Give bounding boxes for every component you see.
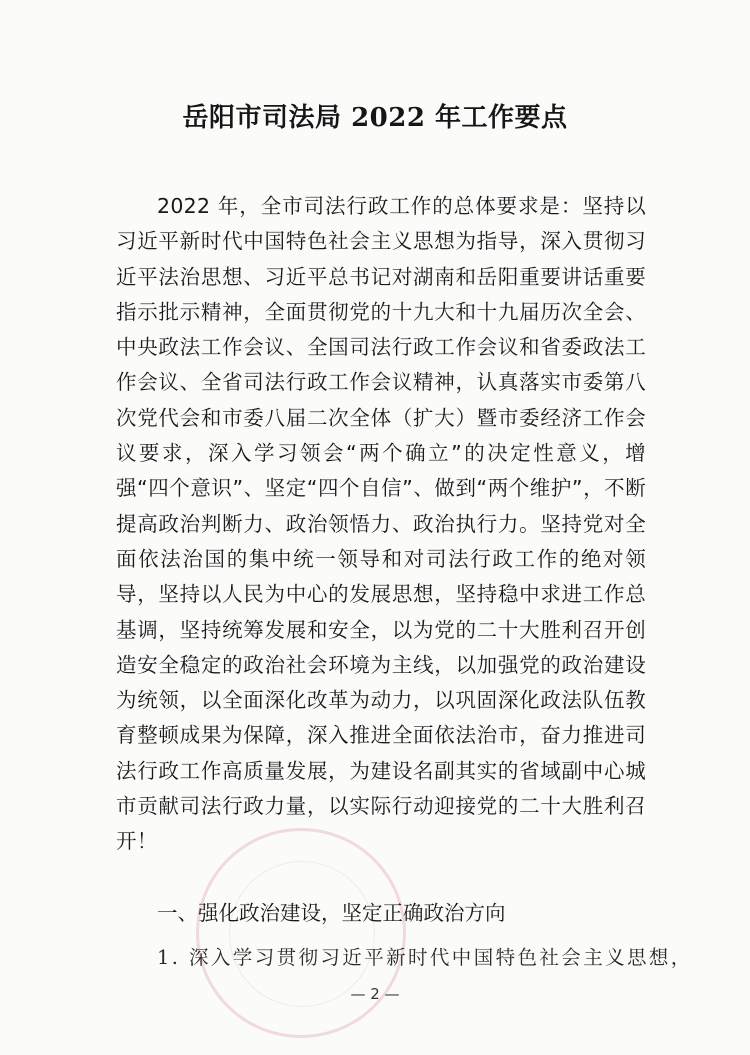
section-heading: 一、强化政治建设，坚定正确政治方向: [157, 901, 506, 925]
document-title: 岳阳市司法局 2022 年工作要点: [182, 103, 568, 133]
list-item-1: 1. 深入学习贯彻习近平新时代中国特色社会主义思想，: [157, 946, 693, 969]
body-paragraph: 2022 年，全市司法行政工作的总体要求是：坚持以习近平新时代中国特色社会主义思想为指导，深入贯彻习近平法治思想、习近平总书记对湖南和岳阳重要讲话重要指示批示精神，全面贯彻党的十九大和十九届历次全会、中央政法工作会议、全国司法行政工作会议和省委政法工作会议、全省司法行政工作会议精神，认真落实市委第八次党代会和市委八届二次全体（扩大）暨市委经济工作会议要求，深入学习领会“两个确立”的决定性意义，增强“四个意识”、坚定“四个自信”、做到“两个维护”，不断提高政治判断力、政治领悟力、政治执行力。坚持党对全面依法治国的集中统一领导和对司法行政工作的绝对领导，坚持以人民为中心的发展思想，坚持稳中求进工作总基调，坚持统筹发展和安全，以为党的二十大胜利召开创造安全稳定的政治社会环境为主线，以加强党的政治建设为统领，以全面深化改革为动力，以巩固深化政法队伍教育整顿成果为保障，深入推进全面依法治市，奋力推进司法行政工作高质量发展，为建设名副其实的省域副中心城市贡献司法行政力量，以实际行动迎接党的二十大胜利召开！: [116, 194, 646, 854]
page-number: — 2 —: [350, 985, 400, 1003]
